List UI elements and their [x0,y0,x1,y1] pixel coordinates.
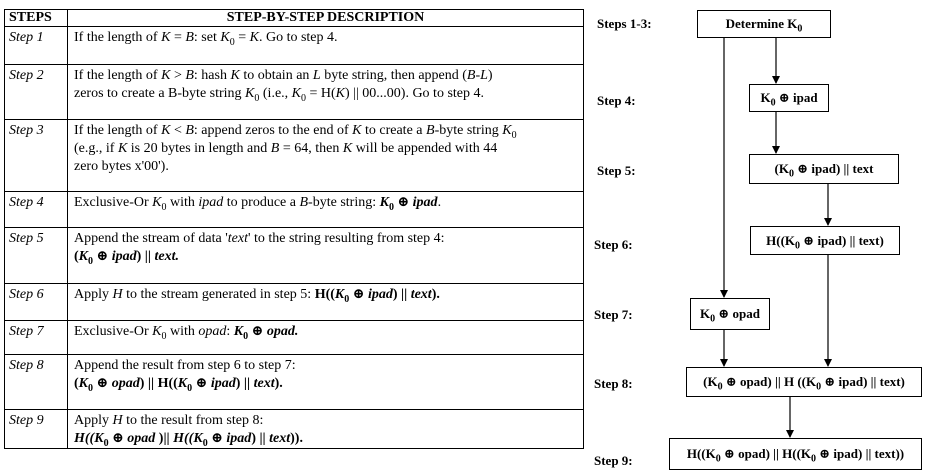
label-step-6: Step 6: [594,237,633,252]
step-name: Step 7 [5,321,68,355]
description-line: Exclusive-Or $K_0$ with opad: $K_0$ ⊕ opad. [74,324,299,342]
step-name: Step 4 [5,192,68,228]
box-label: $K_0$ ⊕ ipad [760,90,818,109]
box-k0-xor-opad [690,298,770,330]
description-line: Apply H to the result from step 8: [74,413,264,428]
step-name: Step 3 [5,120,68,192]
box-label: $H((K_0$ ⊕ opad) || $H((K_0$ ⊕ ipad) || text)) [686,446,905,465]
box-step8-concat [686,367,922,397]
box-k0-ipad-text [749,154,899,184]
box-hash-inner [750,226,900,255]
description-column-header: STEP-BY-STEP DESCRIPTION [68,10,584,27]
description-line: (e.g., if K is 20 bytes in length and B = 64, then K will be appended with 44 [74,141,498,156]
step-name: Step 6 [5,284,68,321]
label-step-4: Step 4: [597,93,636,108]
description-line: If the length of K > B: hash K to obtain an L byte string, then append (B-L) [74,68,493,83]
description-line: $H((K_0$ ⊕ opad )|| $H((K_0$ ⊕ ipad) || text)). [74,431,303,449]
step-name: Step 1 [5,27,68,65]
box-k0-xor-ipad [749,84,829,112]
description-line: zeros to create a B-byte string $K_0$ (i.e., $K_0 = H(K)$ || 00...00). Go to step 4. [74,86,484,104]
step-name: Step 2 [5,65,68,120]
box-label: ($K_0$ ⊕ opad) || H (($K_0$ ⊕ ipad) || text) [703,374,905,393]
step-name: Step 5 [5,228,68,284]
description-line: zero bytes x'00'). [74,159,169,174]
description-line: If the length of K < B: append zeros to the end of K to create a B-byte string $K_0$ [74,123,517,141]
box-label: $K_0$ ⊕ opad [700,306,760,325]
steps-column-header: STEPS [5,10,68,27]
description-line: Exclusive-Or $K_0$ with ipad to produce a B-byte string: $K_0$ ⊕ ipad. [74,195,442,213]
box-label: ($K_0$ ⊕ ipad) || text [774,161,874,180]
description-line: ($K_0$ ⊕ ipad) || text. [74,249,179,267]
label-steps-1-3: Steps 1-3: [597,16,652,31]
label-step-7: Step 7: [594,307,633,322]
step-name: Step 9 [5,410,68,449]
label-step-8: Step 8: [594,376,633,391]
step-name: Step 8 [5,355,68,410]
box-determine-k0 [697,10,831,38]
description-line: Apply H to the stream generated in step 5: $H((K_0$ ⊕ ipad) || text). [74,287,440,305]
box-label: $H((K_0$ ⊕ ipad) || text) [766,232,884,252]
box-step9-final [669,438,922,470]
description-line: Append the result from step 6 to step 7: [74,358,296,373]
box-label: Determine $K_0$ [725,16,803,35]
description-line: ($K_0$ ⊕ opad) || $H((K_0$ ⊕ ipad) || text). [74,376,283,394]
description-line: If the length of K = B: set $K_0 = K$. Go to step 4. [74,30,338,48]
label-step-9: Step 9: [594,453,633,468]
label-step-5: Step 5: [597,163,636,178]
description-line: Append the stream of data 'text' to the string resulting from step 4: [74,231,445,246]
